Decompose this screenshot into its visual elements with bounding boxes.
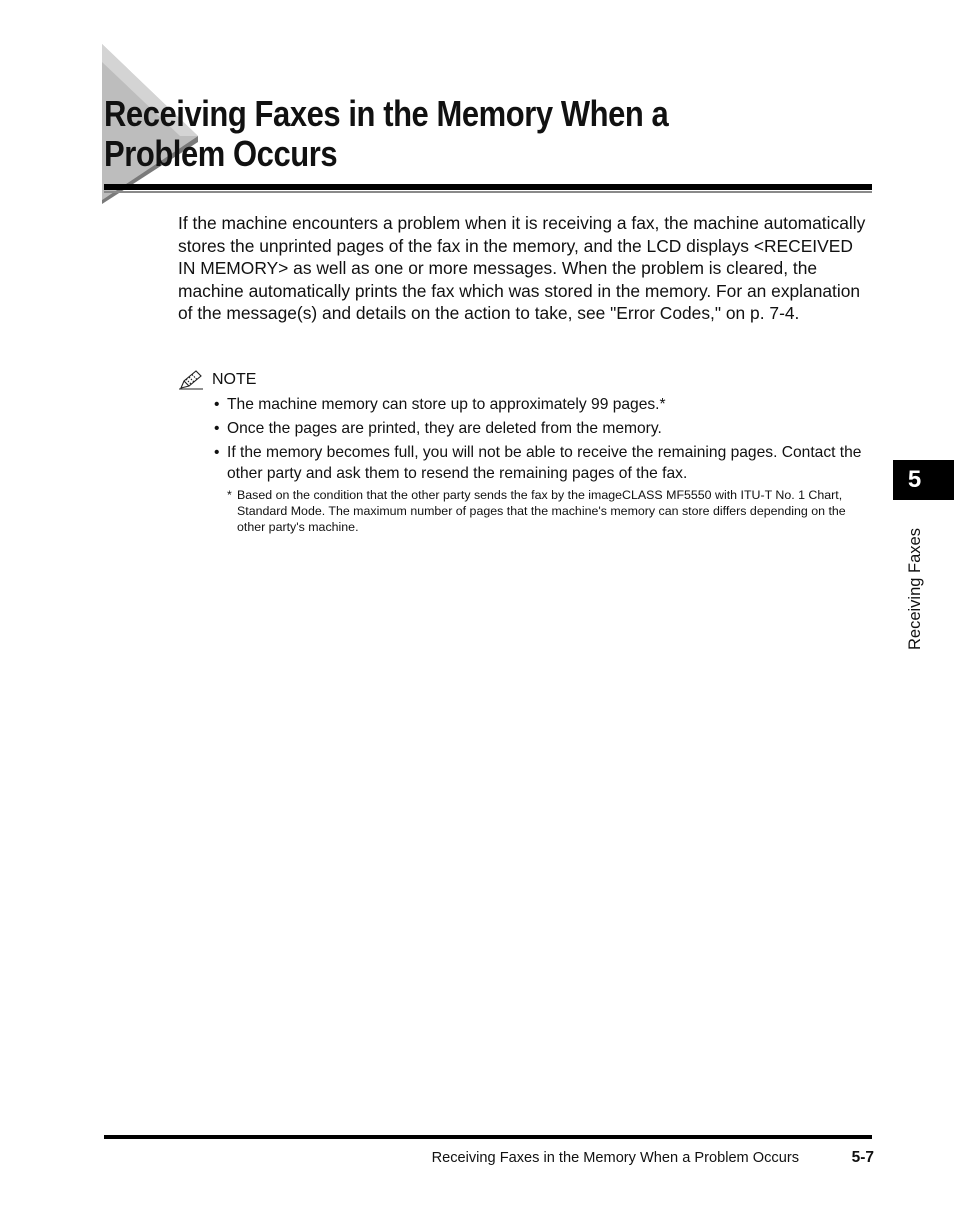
- pencil-note-icon: [178, 369, 204, 391]
- list-item: [214, 394, 878, 415]
- note-item-text: The machine memory can store up to approximately 99 pages.*: [227, 396, 666, 413]
- list-item: [214, 418, 878, 439]
- footnote-marker: *: [227, 488, 232, 502]
- bullet-icon: •: [214, 420, 220, 437]
- note-header: [178, 368, 878, 392]
- bullet-icon: •: [214, 396, 220, 413]
- page-number: 5-7: [851, 1149, 874, 1166]
- footer-title: Receiving Faxes in the Memory When a Problem Occurs: [431, 1150, 799, 1166]
- title-rule-shadow: [104, 191, 872, 193]
- footnote: [227, 487, 857, 535]
- note-item-text: If the memory becomes full, you will not be able to receive the remaining pages. Contact the other party and ask them to resend the remaining pages of the fax.: [227, 444, 862, 482]
- chapter-side-label: Receiving Faxes: [906, 528, 924, 650]
- intro-paragraph: If the machine encounters a problem when it is receiving a fax, the machine automatically stores the unprinted pages of the fax in the memory, and the LCD displays <RECEIVED IN MEMORY> as well as one or more messages. When the problem is cleared, the machine automatically prints the fax which was stored in the memory. For an explanation of the message(s) and details on the action to take, see "Error Codes," on p. 7-4.: [178, 213, 866, 324]
- footnote-text: Based on the condition that the other party sends the fax by the imageCLASS MF5550 with ITU-T No. 1 Chart, Standard Mode. The maximum number of pages that the machine's memory can store differs depending on the other party's machine.: [237, 488, 846, 534]
- footer-rule: [104, 1135, 872, 1139]
- note-list: [178, 394, 878, 484]
- bullet-icon: •: [214, 444, 220, 461]
- title-rule: [104, 184, 872, 190]
- list-item: [214, 442, 878, 484]
- chapter-tab: [893, 460, 954, 500]
- page-title: Receiving Faxes in the Memory When a Problem Occurs: [104, 93, 669, 174]
- note-label: NOTE: [212, 371, 257, 388]
- note-item-text: Once the pages are printed, they are deleted from the memory.: [227, 420, 662, 437]
- chapter-number: 5: [907, 466, 922, 493]
- note-block: [178, 368, 878, 535]
